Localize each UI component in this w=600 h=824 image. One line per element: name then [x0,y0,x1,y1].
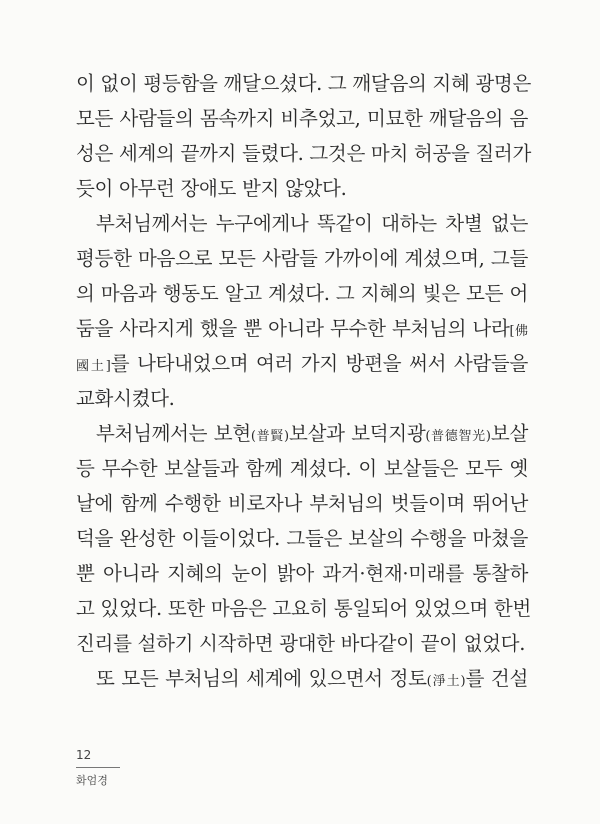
text-line: 등 무수한 보살들과 함께 계셨다. 이 보살들은 모두 옛 [76,457,528,480]
page-number: 12 [76,748,92,762]
footer-divider [76,767,120,768]
text-line: 평등한 마음으로 모든 사람들 가까이에 계셨으며, 그들 [76,247,528,270]
text-line: 날에 함께 수행한 비로자나 부처님의 벗들이며 뛰어난 [76,492,528,515]
text-line: 뿐 아니라 지혜의 눈이 밝아 과거·현재·미래를 통찰하 [76,562,528,585]
text-segment: 또 모든 부처님의 세계에 있으면서 정토 [96,667,427,690]
text-segment: 를 건설 [465,667,528,690]
text-segment: 를 나타내었으며 여러 가지 방편을 써서 사람들을 [110,352,528,375]
text-segment: 보살 [490,422,528,445]
text-segment: 보살과 보덕지광 [289,422,426,445]
hanja-annotation: [佛 [509,324,528,339]
text-line: 고 있었다. 또한 마음은 고요히 통일되어 있었으며 한번 [76,597,532,620]
text-line: 성은 세계의 끝까지 들렸다. 그것은 마치 허공을 질러가 [76,142,532,165]
text-line: 듯이 아무런 장애도 받지 않았다. [76,177,347,200]
text-line: 교화시켰다. [76,387,175,410]
body-text [76,66,532,696]
running-title: 화엄경 [76,774,108,787]
paragraph-first-line [76,416,528,451]
page-footer [76,748,120,787]
text-line [76,311,528,346]
hanja-annotation: (淨土) [426,674,466,689]
hanja-annotation: (普德智光) [425,429,491,444]
text-line: 의 마음과 행동도 알고 계셨다. 그 지혜의 빛은 모든 어 [76,282,528,305]
text-line: 이 없이 평등함을 깨달으셨다. 그 깨달음의 지혜 광명은 [76,72,532,95]
hanja-annotation: 國土] [76,359,111,374]
paragraph-first-line: 부처님께서는 누구에게나 똑같이 대하는 차별 없는 [96,212,528,235]
hanja-annotation: (普賢) [250,429,290,444]
text-line: 진리를 설하기 시작하면 광대한 바다같이 끝이 없었다. [76,632,526,655]
text-segment: 부처님께서는 보현 [96,422,251,445]
text-segment: 둠을 사라지게 했을 뿐 아니라 무수한 부처님의 나라 [76,317,510,340]
text-line [76,346,528,381]
text-line: 덕을 완성한 이들이었다. 그들은 보살의 수행을 마쳤을 [76,527,528,550]
paragraph-first-line [76,661,528,696]
text-line: 모든 사람들의 몸속까지 비추었고, 미묘한 깨달음의 음 [76,107,528,130]
